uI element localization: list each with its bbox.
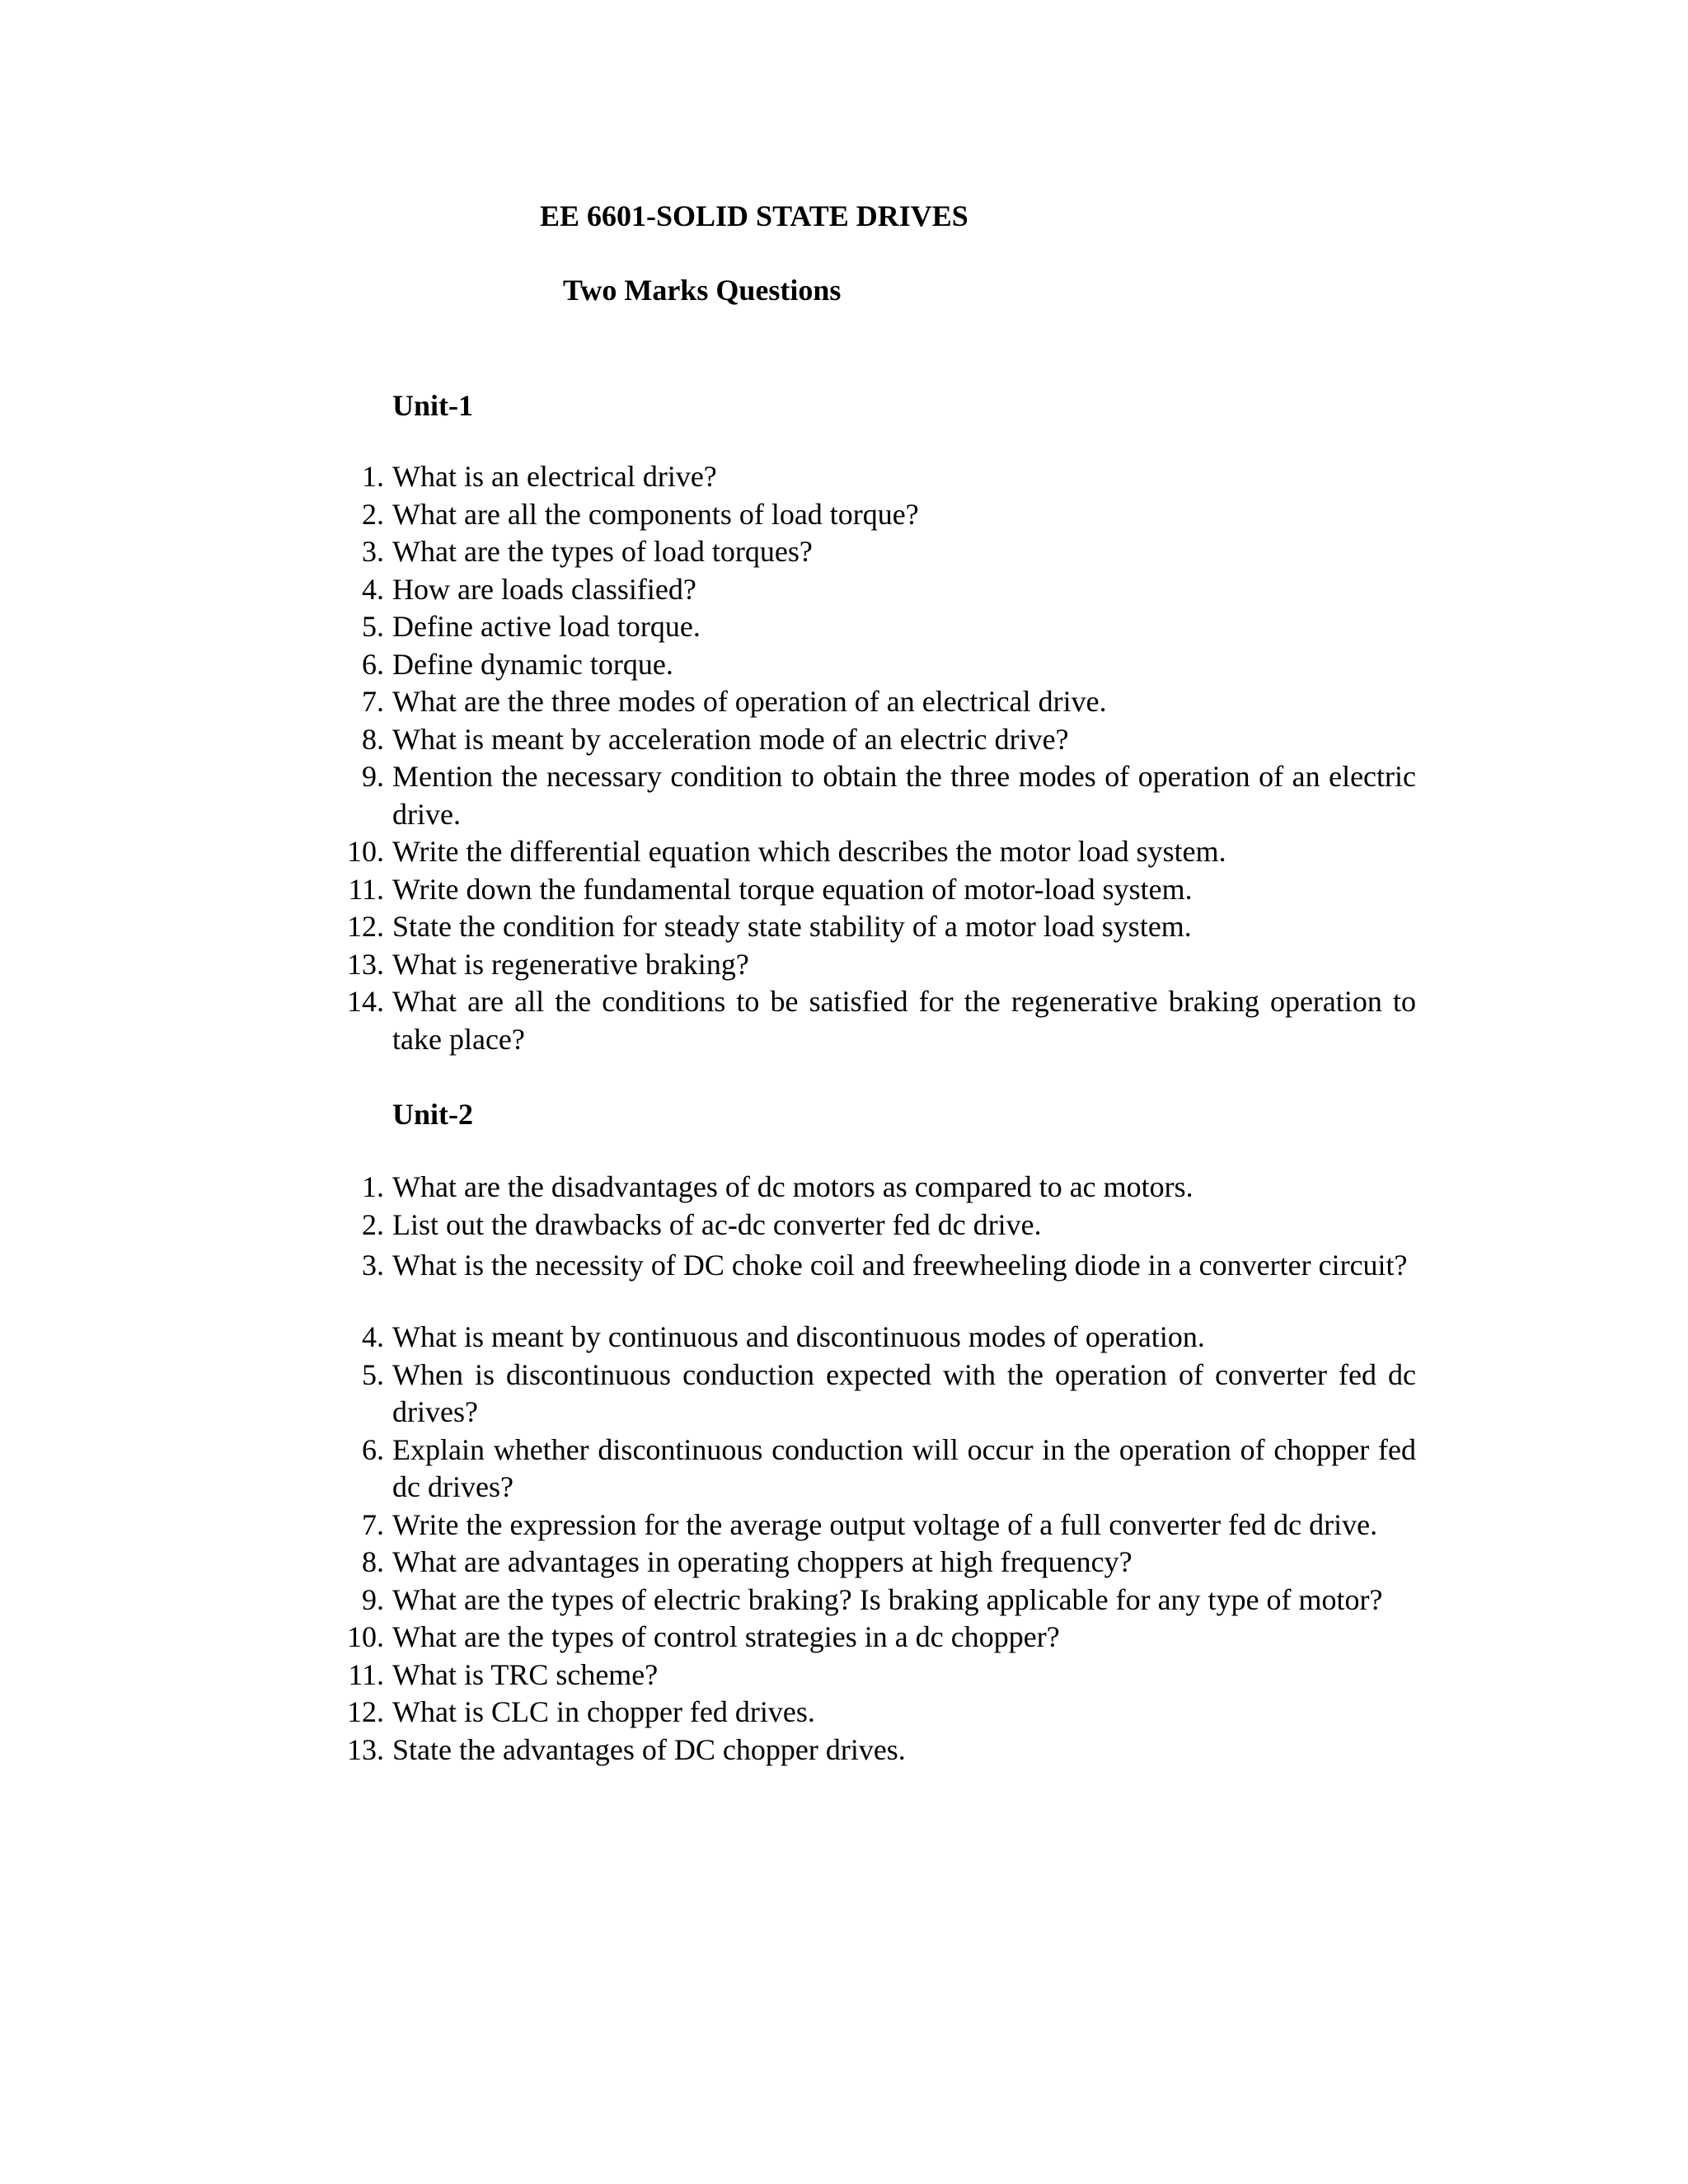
question-text: What are the types of control strategies in a dc chopper? — [392, 1620, 1060, 1653]
unit-2-question-list — [335, 1169, 1416, 1769]
list-item — [335, 1432, 1416, 1507]
question-text: Define active load torque. — [392, 610, 701, 643]
question-text: What are the types of electric braking? Is braking applicable for any type of motor? — [392, 1582, 1383, 1616]
question-number: 9. — [362, 760, 384, 793]
document-subtitle: Two Marks Questions — [563, 274, 842, 307]
list-item — [335, 646, 1416, 684]
question-number: 11. — [348, 872, 384, 906]
question-number: 13. — [347, 1732, 384, 1766]
question-text: What are the types of load torques? — [392, 535, 813, 568]
question-number: 2. — [362, 497, 384, 531]
question-number: 13. — [347, 947, 384, 981]
question-text: What is the necessity of DC choke coil and freewheeling diode in a converter circuit? — [392, 1249, 1408, 1282]
question-number: 5. — [362, 610, 384, 643]
list-item — [335, 908, 1416, 946]
list-item — [335, 833, 1416, 871]
question-number: 14. — [347, 985, 384, 1018]
question-number: 3. — [362, 1249, 384, 1282]
question-text: Define dynamic torque. — [392, 647, 673, 681]
question-number: 2. — [362, 1207, 384, 1241]
question-text: What is CLC in chopper fed drives. — [392, 1695, 815, 1728]
question-text: Mention the necessary condition to obtain the three modes of operation of an electric drive. — [392, 760, 1416, 831]
list-item — [335, 571, 1416, 609]
list-item — [335, 1694, 1416, 1732]
question-number: 11. — [348, 1657, 384, 1691]
question-number: 10. — [347, 1620, 384, 1653]
question-number: 1. — [362, 460, 384, 493]
question-text: What are the three modes of operation of an electrical drive. — [392, 685, 1107, 718]
question-text: State the condition for steady state stability of a motor load system. — [392, 910, 1192, 943]
question-text: What is regenerative braking? — [392, 947, 749, 981]
list-item — [335, 683, 1416, 721]
question-number: 9. — [362, 1582, 384, 1616]
list-item — [335, 608, 1416, 646]
question-number: 3. — [362, 535, 384, 568]
question-number: 8. — [362, 722, 384, 756]
list-item — [335, 1507, 1416, 1544]
question-number: 12. — [347, 910, 384, 943]
question-number: 6. — [362, 647, 384, 681]
question-text: What are all the components of load torque? — [392, 497, 919, 531]
question-text: How are loads classified? — [392, 572, 696, 606]
unit-1-heading: Unit-1 — [392, 389, 473, 422]
question-number: 7. — [362, 1507, 384, 1541]
list-item — [335, 1319, 1416, 1357]
list-item — [335, 533, 1416, 571]
question-number: 10. — [347, 835, 384, 868]
list-item — [335, 871, 1416, 909]
question-number: 5. — [362, 1357, 384, 1391]
question-text: When is discontinuous conduction expected with the operation of converter fed dc drives? — [392, 1357, 1416, 1428]
question-number: 6. — [362, 1432, 384, 1466]
list-item — [335, 721, 1416, 759]
question-text: Explain whether discontinuous conduction will occur in the operation of chopper fed dc drives? — [392, 1432, 1416, 1503]
list-item — [335, 1619, 1416, 1657]
question-text: What is meant by continuous and discontinuous modes of operation. — [392, 1320, 1205, 1353]
question-text: Write down the fundamental torque equation of motor-load system. — [392, 872, 1193, 906]
unit-1-question-list — [335, 458, 1416, 1058]
unit-2-heading: Unit-2 — [392, 1098, 473, 1131]
question-number: 1. — [362, 1170, 384, 1203]
list-item — [335, 983, 1416, 1058]
question-number: 12. — [347, 1695, 384, 1728]
list-item — [335, 458, 1416, 496]
list-item — [335, 1244, 1416, 1287]
question-text: What is TRC scheme? — [392, 1657, 659, 1691]
question-number: 7. — [362, 685, 384, 718]
list-item — [335, 1732, 1416, 1769]
list-item — [335, 946, 1416, 984]
question-number: 4. — [362, 1320, 384, 1353]
list-item — [335, 496, 1416, 534]
list-item — [335, 1207, 1416, 1244]
question-text: What is an electrical drive? — [392, 460, 717, 493]
question-text: What are advantages in operating choppers at high frequency? — [392, 1545, 1132, 1578]
list-item — [335, 1657, 1416, 1694]
list-item — [335, 758, 1416, 833]
question-text: List out the drawbacks of ac-dc converter fed dc drive. — [392, 1207, 1042, 1241]
list-item — [335, 1582, 1416, 1619]
question-text: What are the disadvantages of dc motors as compared to ac motors. — [392, 1170, 1193, 1203]
question-text: What is meant by acceleration mode of an electric drive? — [392, 722, 1069, 756]
question-text: What are all the conditions to be satisfied for the regenerative braking operation to take place? — [392, 985, 1416, 1056]
document-title: EE 6601-SOLID STATE DRIVES — [540, 199, 968, 232]
question-text: Write the differential equation which describes the motor load system. — [392, 835, 1226, 868]
list-item — [335, 1169, 1416, 1207]
question-number: 4. — [362, 572, 384, 606]
list-item — [335, 1544, 1416, 1582]
question-text: Write the expression for the average output voltage of a full converter fed dc drive. — [392, 1507, 1378, 1541]
question-number: 8. — [362, 1545, 384, 1578]
question-text: State the advantages of DC chopper drives. — [392, 1732, 906, 1766]
list-item — [335, 1357, 1416, 1432]
